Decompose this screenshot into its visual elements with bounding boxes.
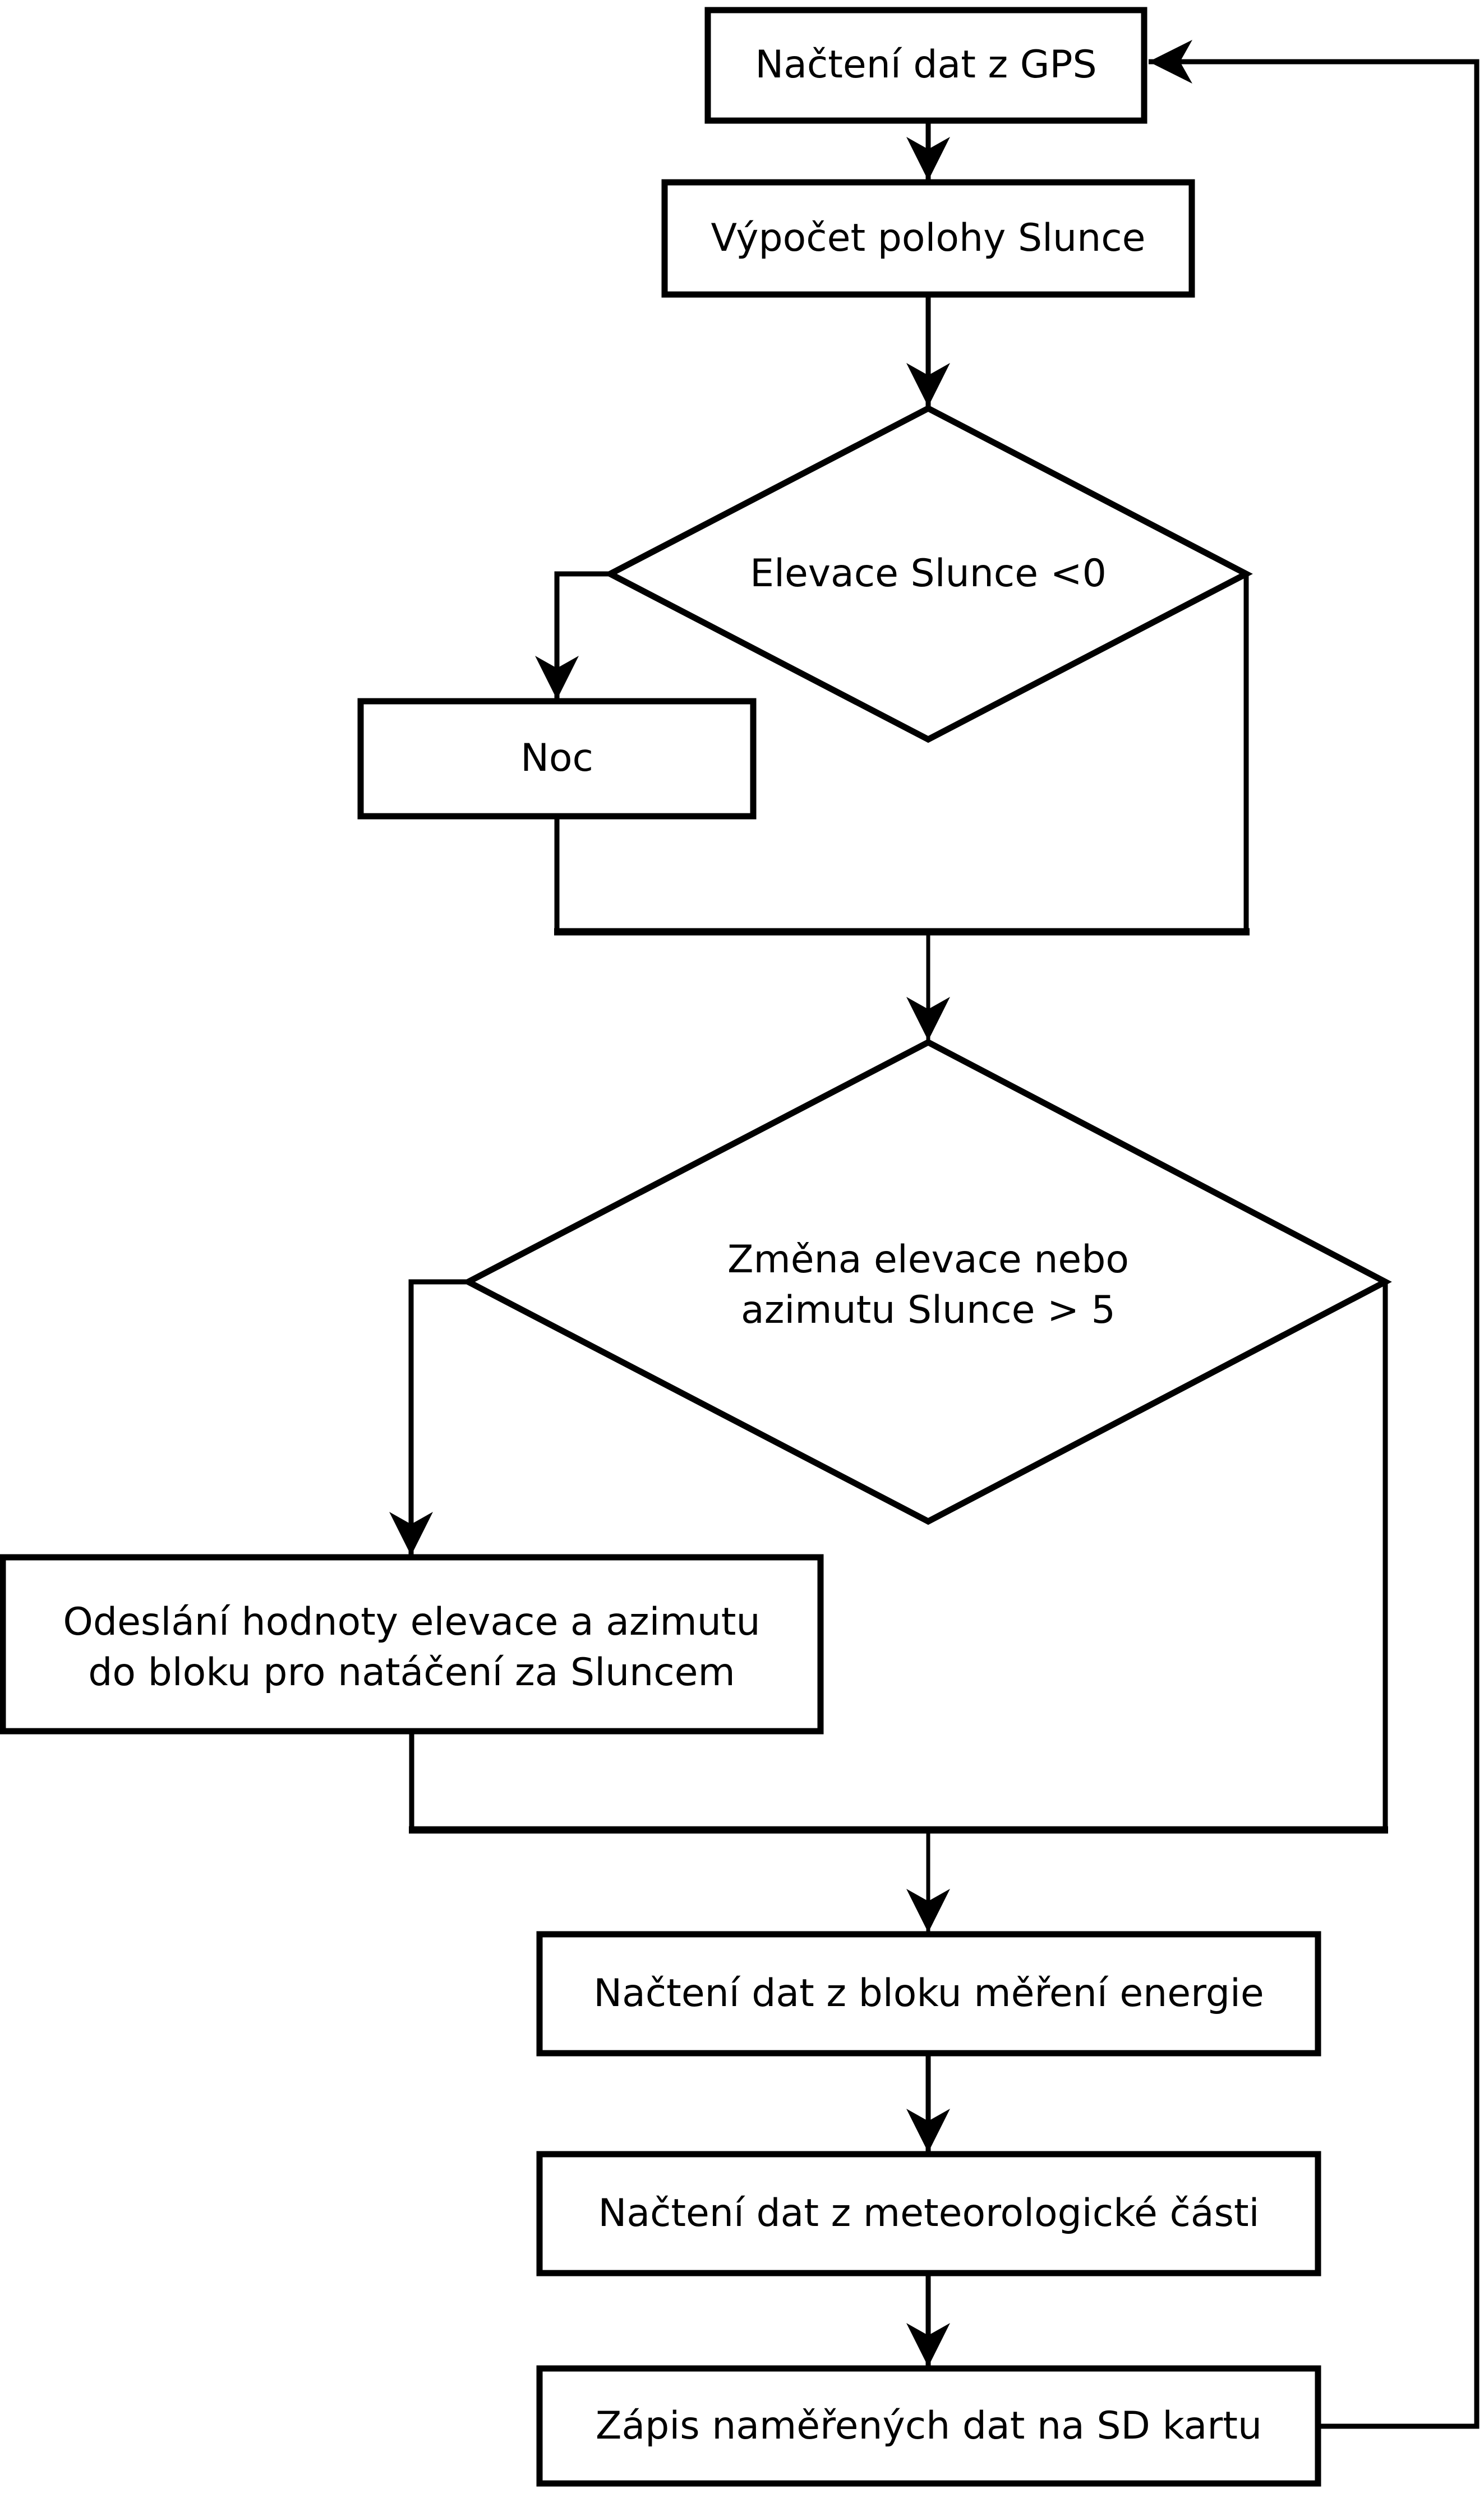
node-odeslani-label-line1: Odeslání hodnoty elevace a azimutu <box>63 1600 761 1644</box>
node-meteo-label: Načtení dat z meteorologické části <box>598 2191 1260 2236</box>
node-sd-label: Zápis naměřených dat na SD kartu <box>595 2404 1262 2448</box>
node-energie-label: Načtení dat z bloku měření energie <box>593 1971 1264 2016</box>
node-noc-label: Noc <box>520 736 593 780</box>
node-elevace-label: Elevace Slunce <0 <box>750 551 1107 596</box>
node-odeslani <box>3 1557 821 1731</box>
edge-zmena-to-odeslani <box>411 1282 471 1556</box>
edge-elevace-to-noc <box>557 574 612 700</box>
node-odeslani-label-line2: do bloku pro natáčení za Sluncem <box>88 1650 735 1695</box>
node-zmena-decision <box>468 1042 1385 1521</box>
node-gps-label: Načtení dat z GPS <box>755 43 1097 87</box>
node-zmena-label-line1: Změna elevace nebo <box>727 1238 1130 1282</box>
node-vypocet-label: Výpočet polohy Slunce <box>711 216 1146 260</box>
node-zmena-label-line2: azimutu Slunce > 5 <box>741 1288 1116 1332</box>
